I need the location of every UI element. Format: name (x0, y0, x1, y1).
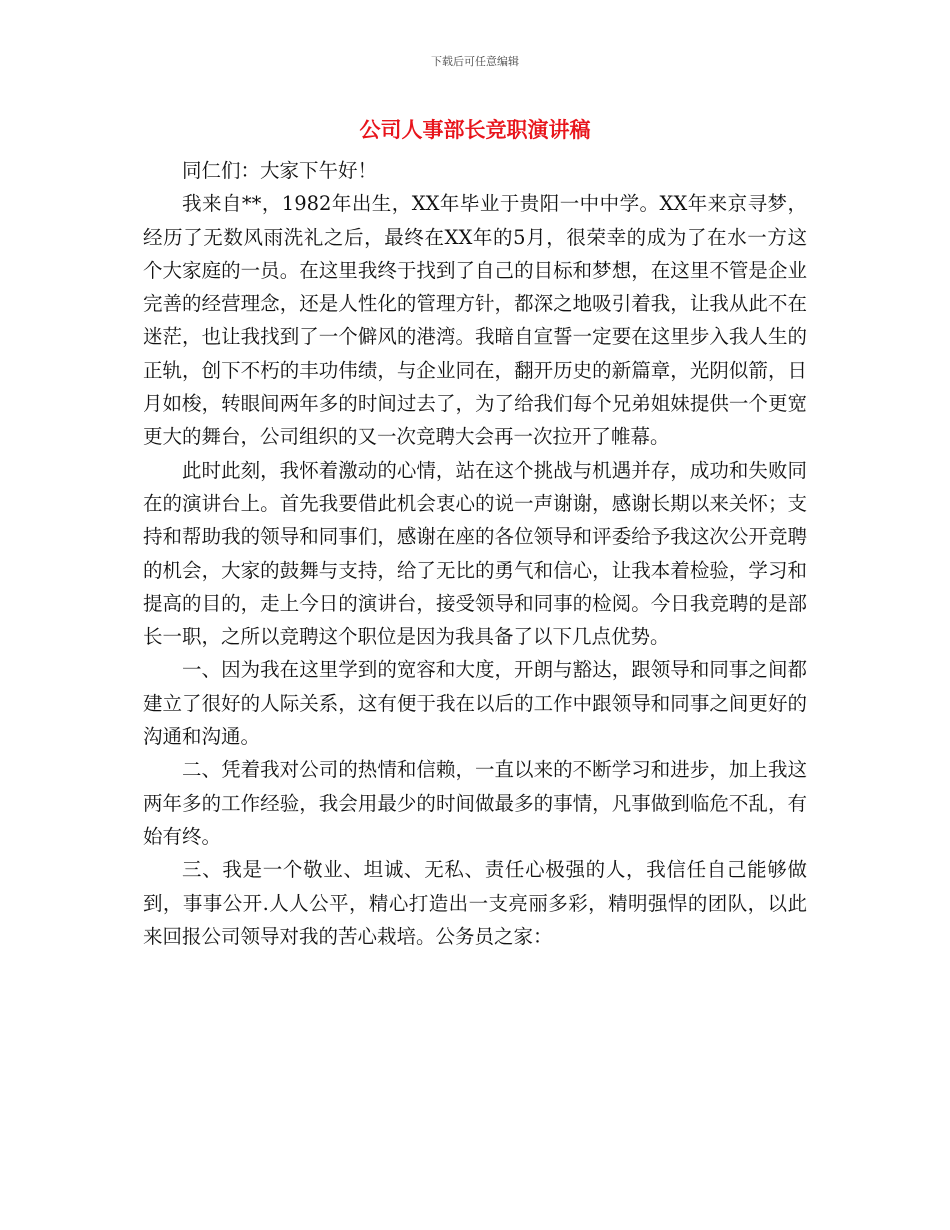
paragraph-advantage-3: 三、我是一个敬业、坦诚、无私、责任心极强的人，我信任自己能够做到，事事公开.人人公平，精心打造出一支亮丽多彩，精明强悍的团队，以此来回报公司领导对我的苦心栽培。公务员之家： (143, 858, 807, 948)
paragraph-gratitude: 此时此刻，我怀着激动的心情，站在这个挑战与机遇并存，成功和失败同在的演讲台上。首先我要借此机会衷心的说一声谢谢，感谢长期以来关怀；支持和帮助我的领导和同事们，感谢在座的各位领导和评委给予我这次公开竞聘的机会，大家的鼓舞与支持，给了无比的勇气和信心，让我本着检验，学习和提高的目的，走上今日的演讲台，接受领导和同事的检阅。今日我竞聘的是部长一职，之所以竞聘这个职位是因为我具备了以下几点优势。 (143, 458, 807, 649)
document-title: 公司人事部长竞职演讲稿 (359, 118, 591, 142)
document-body (143, 154, 807, 953)
paragraph-advantage-1: 一、因为我在这里学到的宽容和大度，开朗与豁达，跟领导和同事之间都建立了很好的人际关系，这有便于我在以后的工作中跟领导和同事之间更好的沟通和沟通。 (143, 658, 807, 749)
paragraph-advantage-2: 二、凭着我对公司的热情和信赖，一直以来的不断学习和进步，加上我这两年多的工作经验，我会用最少的时间做最多的事情，凡事做到临危不乱，有始有终。 (143, 758, 807, 848)
paragraph-greeting: 同仁们：大家下午好！ (182, 159, 378, 182)
paragraph-introduction: 我来自**，1982年出生，XX年毕业于贵阳一中中学。XX年来京寻梦，经历了无数风雨洗礼之后，最终在XX年的5月，很荣幸的成为了在水一方这个大家庭的一员。在这里我终于找到了自己的目标和梦想，在这里不管是企业完善的经营理念，还是人性化的管理方针，都深之地吸引着我，让我从此不在迷茫，也让我找到了一个僻风的港湾。我暗自宣誓一定要在这里步入我人生的正轨，创下不朽的丰功伟绩，与企业同在，翻开历史的新篇章，光阴似箭，日月如梭，转眼间两年多的时间过去了，为了给我们每个兄弟姐妹提供一个更宽更大的舞台，公司组织的又一次竞聘大会再一次拉开了帷幕。 (143, 192, 807, 449)
header-note: 下载后可任意编辑 (431, 55, 519, 68)
